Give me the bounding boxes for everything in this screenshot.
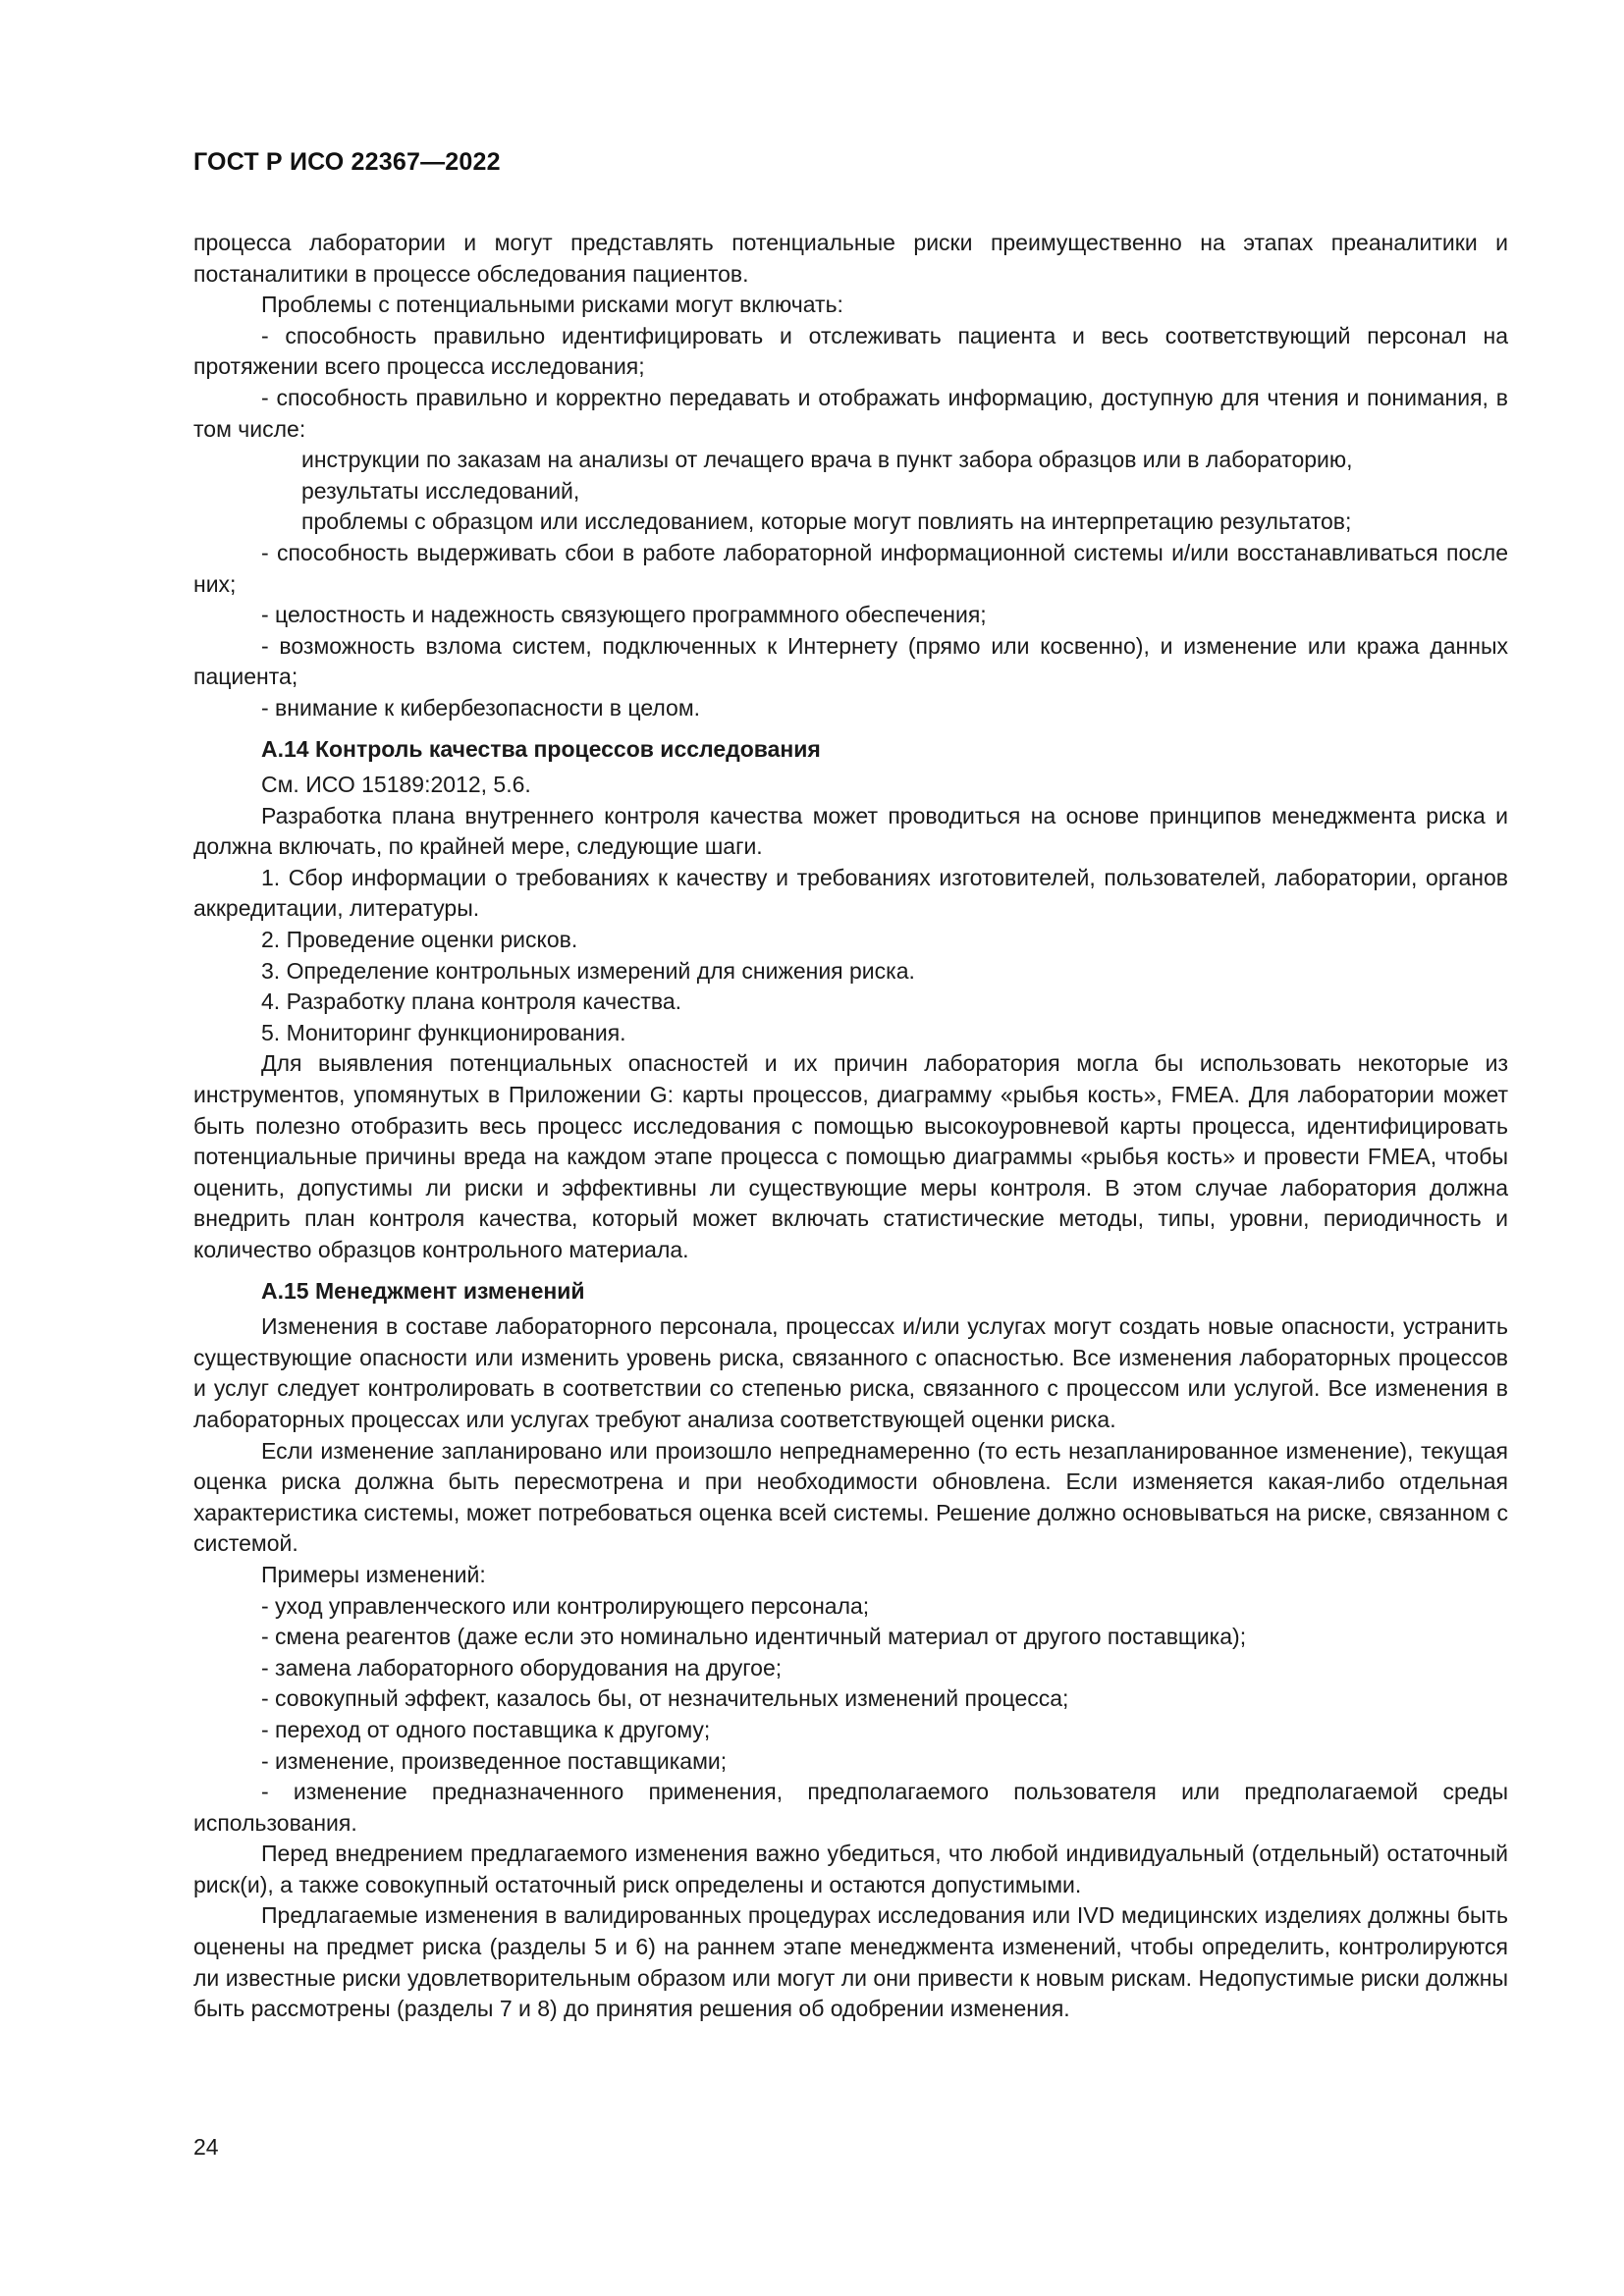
numbered-item: 4. Разработку плана контроля качества. (261, 988, 682, 1015)
paragraph: Для выявления потенциальных опасностей и их причин лаборатория могла бы использовать некоторые из инструментов, упомянутых в Приложении G: карты процессов, диаграмму «рыбья кость», FMEA. Для лаборатории может быть полезно отобразить весь процесс исследования с помощью высокоуровневой карты процесса, идентифицировать потенциальные причины вреда на каждом этапе процесса с помощью диаграммы «рыбья кость» и провести FMEA, чтобы оценить, допустимы ли риски и эффективны ли существующие меры контроля. В этом случае лаборатория должна внедрить план контроля качества, который может включать статистические методы, типы, уровни, периодичность и количество образцов контрольного материала. (193, 1050, 1508, 1262)
list-item: - совокупный эффект, казалось бы, от незначительных изменений процесса; (261, 1685, 1069, 1712)
paragraph: Предлагаемые изменения в валидированных процедурах исследования или IVD медицинских изделиях должны быть оценены на предмет риска (разделы 5 и 6) на раннем этапе менеджмента изменений, чтобы определить, контролируются ли известные риски удовлетворительным образом или могут ли они привести к новым рискам. Недопустимые риски должны быть рассмотрены (разделы 7 и 8) до принятия решения об одобрении изменения. (193, 1902, 1508, 2022)
list-item: - замена лабораторного оборудования на другое; (261, 1654, 783, 1681)
list-item: - изменение, произведенное поставщиками; (261, 1747, 728, 1774)
paragraph: Проблемы с потенциальными рисками могут включать: (261, 292, 843, 318)
numbered-item: 3. Определение контрольных измерений для снижения риска. (261, 957, 915, 984)
list-item: - внимание к кибербезопасности в целом. (261, 694, 701, 721)
paragraph: Изменения в составе лабораторного персонала, процессах и/или услугах могут создать новые опасности, устранить существующие опасности или изменить уровень риска, связанного с опасностью. Все изменения лабораторных процессов и услуг следует контролировать в соответствии со степенью риска, связанного с процессом или услугой. Все изменения в лабораторных процессах или услугах требуют анализа соответствующей оценки риска. (193, 1313, 1508, 1432)
document-header-title: ГОСТ Р ИСО 22367—2022 (193, 148, 501, 176)
section-heading-a14: А.14 Контроль качества процессов исследования (261, 735, 821, 762)
sub-list-item: результаты исследований, (301, 477, 580, 504)
numbered-item: 1. Сбор информации о требованиях к качеству и требованиях изготовителей, пользователей, лаборатории, органов аккредитации, литературы. (193, 864, 1508, 922)
list-item: - способность выдерживать сбои в работе лабораторной информационной системы и/или восстанавливаться после них; (193, 539, 1508, 597)
paragraph: См. ИСО 15189:2012, 5.6. (261, 772, 531, 798)
list-item: - способность правильно и корректно передавать и отображать информацию, доступную для чтения и понимания, в том числе: (193, 384, 1508, 442)
paragraph: процесса лаборатории и могут представлять потенциальные риски преимущественно на этапах преаналитики и постаналитики в процессе обследования пациентов. (193, 230, 1508, 287)
list-item: - возможность взлома систем, подключенных к Интернету (прямо или косвенно), и изменение или кража данных пациента; (193, 632, 1508, 690)
page-number: 24 (193, 2134, 219, 2160)
list-item: - переход от одного поставщика к другому; (261, 1716, 711, 1742)
numbered-item: 2. Проведение оценки рисков. (261, 927, 578, 953)
section-heading-a15: А.15 Менеджмент изменений (261, 1277, 585, 1304)
paragraph: Примеры изменений: (261, 1561, 486, 1587)
list-item: - изменение предназначенного применения, предполагаемого пользователя или предполагаемой среды использования. (193, 1779, 1508, 1836)
document-body (193, 228, 1508, 2025)
list-item: - целостность и надежность связующего программного обеспечения; (261, 602, 987, 628)
paragraph: Разработка плана внутреннего контроля качества может проводиться на основе принципов менеджмента риска и должна включать, по крайней мере, следующие шаги. (193, 802, 1508, 860)
sub-list-item: проблемы с образцом или исследованием, которые могут повлиять на интерпретацию результатов; (301, 508, 1352, 535)
list-item: - уход управленческого или контролирующего персонала; (261, 1592, 870, 1619)
list-item: - способность правильно идентифицировать и отслеживать пациента и весь соответствующий персонал на протяжении всего процесса исследования; (193, 322, 1508, 380)
list-item: - смена реагентов (даже если это номинально идентичный материал от другого поставщика); (261, 1624, 1247, 1650)
paragraph: Перед внедрением предлагаемого изменения важно убедиться, что любой индивидуальный (отдельный) остаточный риск(и), а также совокупный остаточный риск определены и остаются допустимыми. (193, 1841, 1508, 1897)
paragraph: Если изменение запланировано или произошло непреднамеренно (то есть незапланированное изменение), текущая оценка риска должна быть пересмотрена и при необходимости обновлена. Если изменяется какая-либо отдельная характеристика системы, может потребоваться оценка всей системы. Решение должно основываться на риске, связанном с системой. (193, 1437, 1508, 1557)
numbered-item: 5. Мониторинг функционирования. (261, 1019, 626, 1045)
sub-list-item: инструкции по заказам на анализы от лечащего врача в пункт забора образцов или в лабораторию, (301, 447, 1353, 473)
